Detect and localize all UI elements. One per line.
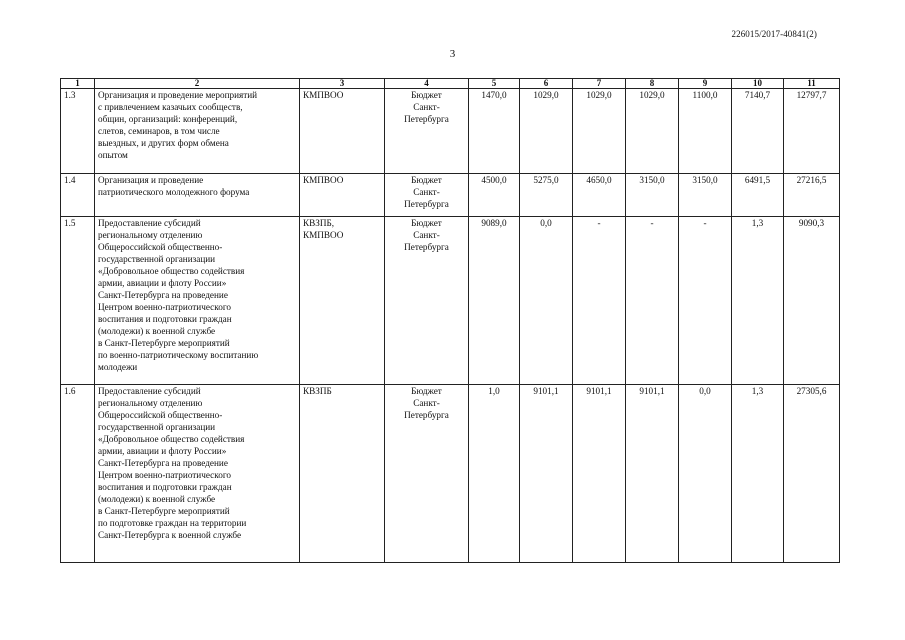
table-row xyxy=(61,217,840,385)
row-number: 1.6 xyxy=(61,385,95,563)
row-value: - xyxy=(626,217,679,385)
row-value: 1,0 xyxy=(469,385,520,563)
column-header: 1 xyxy=(61,79,95,89)
page-number: 3 xyxy=(449,48,456,60)
row-value: 12797,7 xyxy=(784,89,840,174)
column-header: 6 xyxy=(520,79,573,89)
program-table xyxy=(60,78,840,563)
row-value: 4650,0 xyxy=(573,174,626,217)
row-value: 7140,7 xyxy=(732,89,784,174)
row-value: 0,0 xyxy=(679,385,732,563)
column-header: 11 xyxy=(784,79,840,89)
row-value: 9090,3 xyxy=(784,217,840,385)
row-name: Организация и проведение мероприятий с привлечением казачьих сообществ, общин, организаций: конференций, слетов, семинаров, в том числе выездных, и других форм обмена опытом xyxy=(95,89,300,174)
column-header: 10 xyxy=(732,79,784,89)
column-header: 9 xyxy=(679,79,732,89)
row-value: 1029,0 xyxy=(626,89,679,174)
column-number-row xyxy=(61,79,840,89)
row-value: 5275,0 xyxy=(520,174,573,217)
row-number: 1.5 xyxy=(61,217,95,385)
row-value: - xyxy=(573,217,626,385)
row-value: 3150,0 xyxy=(626,174,679,217)
row-executor: КВЗПБ xyxy=(300,385,385,563)
row-value: 6491,5 xyxy=(732,174,784,217)
row-name: Предоставление субсидий региональному отделению Общероссийской общественно- государственной организации «Добровольное общество содействия армии, авиации и флоту России» Санкт-Петербурга на проведение Центром военно-патриотического воспитания и подготовки граждан (молодежи) к военной службе в Санкт-Петербурге мероприятий по подготовке граждан на территории Санкт-Петербурга к военной службе xyxy=(95,385,300,563)
column-header: 8 xyxy=(626,79,679,89)
row-value: 1100,0 xyxy=(679,89,732,174)
row-value: - xyxy=(679,217,732,385)
row-value: 27216,5 xyxy=(784,174,840,217)
row-value: 1,3 xyxy=(732,217,784,385)
row-source: Бюджет Санкт- Петербурга xyxy=(385,217,469,385)
row-value: 1029,0 xyxy=(573,89,626,174)
row-value: 1,3 xyxy=(732,385,784,563)
row-value: 4500,0 xyxy=(469,174,520,217)
row-value: 27305,6 xyxy=(784,385,840,563)
column-header: 5 xyxy=(469,79,520,89)
row-value: 1470,0 xyxy=(469,89,520,174)
row-name: Предоставление субсидий региональному отделению Общероссийской общественно- государственной организации «Добровольное общество содействия армии, авиации и флоту России» Санкт-Петербурга на проведение Центром военно-патриотического воспитания и подготовки граждан (молодежи) к военной службе в Санкт-Петербурге мероприятий по военно-патриотическому воспитанию молодежи xyxy=(95,217,300,385)
table-row xyxy=(61,89,840,174)
row-executor: КВЗПБ, КМПВОО xyxy=(300,217,385,385)
table-row xyxy=(61,385,840,563)
row-value: 1029,0 xyxy=(520,89,573,174)
row-value: 9101,1 xyxy=(573,385,626,563)
row-value: 9101,1 xyxy=(626,385,679,563)
row-executor: КМПВОО xyxy=(300,174,385,217)
row-number: 1.3 xyxy=(61,89,95,174)
column-header: 4 xyxy=(385,79,469,89)
column-header: 7 xyxy=(573,79,626,89)
row-name: Организация и проведение патриотического молодежного форума xyxy=(95,174,300,217)
row-value: 9101,1 xyxy=(520,385,573,563)
document-id: 226015/2017-40841(2) xyxy=(731,29,817,39)
row-value: 0,0 xyxy=(520,217,573,385)
row-source: Бюджет Санкт- Петербурга xyxy=(385,89,469,174)
row-source: Бюджет Санкт- Петербурга xyxy=(385,174,469,217)
row-value: 9089,0 xyxy=(469,217,520,385)
column-header: 2 xyxy=(95,79,300,89)
row-number: 1.4 xyxy=(61,174,95,217)
row-executor: КМПВОО xyxy=(300,89,385,174)
row-value: 3150,0 xyxy=(679,174,732,217)
table-row xyxy=(61,174,840,217)
column-header: 3 xyxy=(300,79,385,89)
row-source: Бюджет Санкт- Петербурга xyxy=(385,385,469,563)
